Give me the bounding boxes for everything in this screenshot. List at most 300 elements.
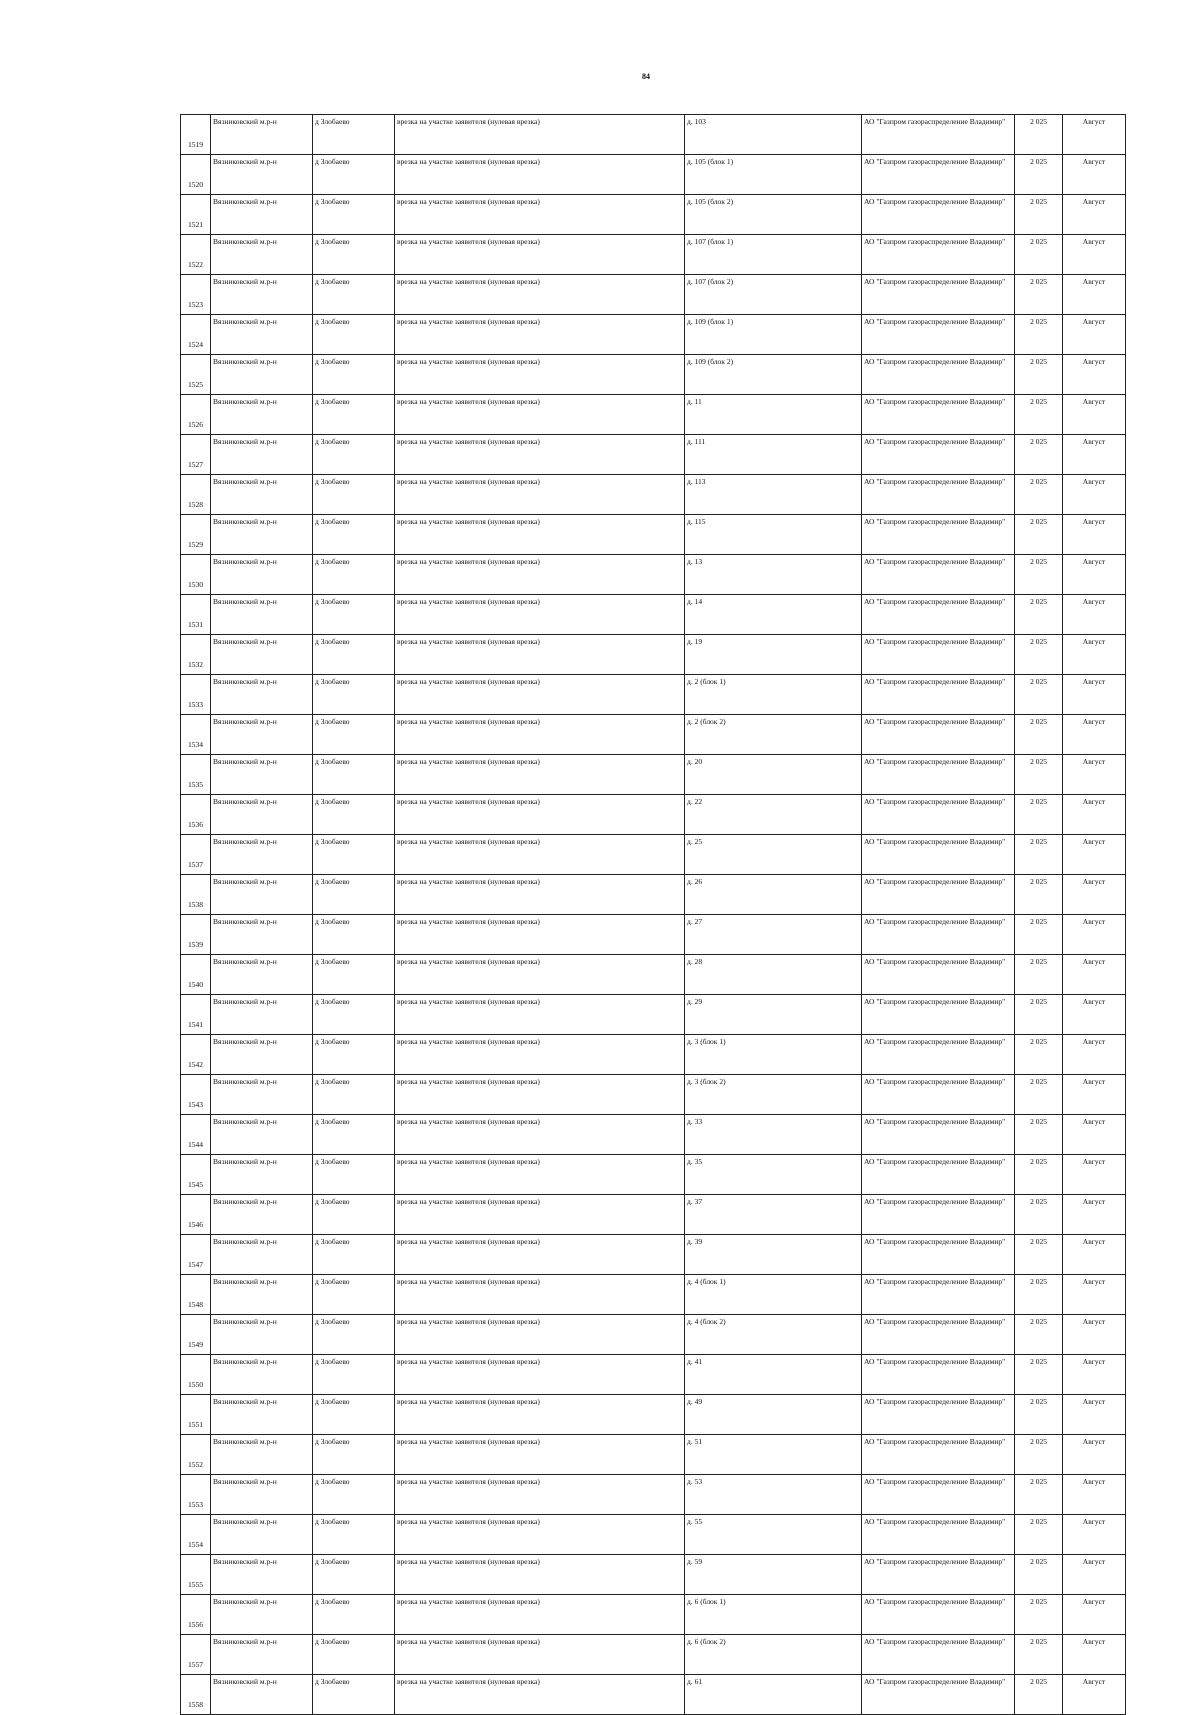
locality-cell: д Злобаево xyxy=(313,1635,395,1675)
month-cell: Август xyxy=(1063,515,1126,555)
district-cell: Вязниковский м.р-н xyxy=(211,1275,313,1315)
district-cell: Вязниковский м.р-н xyxy=(211,715,313,755)
address-cell: д. 111 xyxy=(685,435,862,475)
district-cell: Вязниковский м.р-н xyxy=(211,1515,313,1555)
district-cell: Вязниковский м.р-н xyxy=(211,955,313,995)
table-row xyxy=(181,355,1126,395)
row-number: 1526 xyxy=(181,395,211,435)
row-number: 1543 xyxy=(181,1075,211,1115)
address-cell: д. 59 xyxy=(685,1555,862,1595)
address-cell: д. 39 xyxy=(685,1235,862,1275)
organization-cell: АО "Газпром газораспределение Владимир" xyxy=(862,275,1015,315)
table-row xyxy=(181,435,1126,475)
locality-cell: д Злобаево xyxy=(313,1555,395,1595)
year-cell: 2 025 xyxy=(1015,435,1063,475)
row-number: 1534 xyxy=(181,715,211,755)
locality-cell: д Злобаево xyxy=(313,795,395,835)
year-cell: 2 025 xyxy=(1015,1275,1063,1315)
organization-cell: АО "Газпром газораспределение Владимир" xyxy=(862,1235,1015,1275)
table-row xyxy=(181,1475,1126,1515)
organization-cell: АО "Газпром газораспределение Владимир" xyxy=(862,995,1015,1035)
table-row xyxy=(181,395,1126,435)
table-row xyxy=(181,155,1126,195)
district-cell: Вязниковский м.р-н xyxy=(211,1235,313,1275)
table-row xyxy=(181,715,1126,755)
month-cell: Август xyxy=(1063,795,1126,835)
organization-cell: АО "Газпром газораспределение Владимир" xyxy=(862,715,1015,755)
district-cell: Вязниковский м.р-н xyxy=(211,1395,313,1435)
month-cell: Август xyxy=(1063,475,1126,515)
month-cell: Август xyxy=(1063,675,1126,715)
table-row xyxy=(181,1155,1126,1195)
table-row xyxy=(181,1555,1126,1595)
table-row xyxy=(181,1075,1126,1115)
month-cell: Август xyxy=(1063,1675,1126,1715)
table-row xyxy=(181,755,1126,795)
district-cell: Вязниковский м.р-н xyxy=(211,315,313,355)
work-type-cell: врезка на участке заявителя (нулевая врезка) xyxy=(395,555,685,595)
district-cell: Вязниковский м.р-н xyxy=(211,1075,313,1115)
organization-cell: АО "Газпром газораспределение Владимир" xyxy=(862,235,1015,275)
work-type-cell: врезка на участке заявителя (нулевая врезка) xyxy=(395,1475,685,1515)
table-row xyxy=(181,795,1126,835)
year-cell: 2 025 xyxy=(1015,315,1063,355)
address-cell: д. 4 (блок 2) xyxy=(685,1315,862,1355)
row-number: 1538 xyxy=(181,875,211,915)
address-cell: д. 103 xyxy=(685,115,862,155)
work-type-cell: врезка на участке заявителя (нулевая врезка) xyxy=(395,1235,685,1275)
locality-cell: д Злобаево xyxy=(313,1115,395,1155)
month-cell: Август xyxy=(1063,315,1126,355)
month-cell: Август xyxy=(1063,1035,1126,1075)
locality-cell: д Злобаево xyxy=(313,995,395,1035)
work-type-cell: врезка на участке заявителя (нулевая врезка) xyxy=(395,515,685,555)
address-cell: д. 6 (блок 1) xyxy=(685,1595,862,1635)
locality-cell: д Злобаево xyxy=(313,715,395,755)
organization-cell: АО "Газпром газораспределение Владимир" xyxy=(862,555,1015,595)
district-cell: Вязниковский м.р-н xyxy=(211,1155,313,1195)
district-cell: Вязниковский м.р-н xyxy=(211,395,313,435)
month-cell: Август xyxy=(1063,635,1126,675)
table-row xyxy=(181,475,1126,515)
month-cell: Август xyxy=(1063,1475,1126,1515)
year-cell: 2 025 xyxy=(1015,1635,1063,1675)
work-type-cell: врезка на участке заявителя (нулевая врезка) xyxy=(395,235,685,275)
organization-cell: АО "Газпром газораспределение Владимир" xyxy=(862,1595,1015,1635)
locality-cell: д Злобаево xyxy=(313,235,395,275)
locality-cell: д Злобаево xyxy=(313,1355,395,1395)
work-type-cell: врезка на участке заявителя (нулевая врезка) xyxy=(395,275,685,315)
year-cell: 2 025 xyxy=(1015,955,1063,995)
locality-cell: д Злобаево xyxy=(313,435,395,475)
month-cell: Август xyxy=(1063,1075,1126,1115)
month-cell: Август xyxy=(1063,995,1126,1035)
organization-cell: АО "Газпром газораспределение Владимир" xyxy=(862,1475,1015,1515)
work-type-cell: врезка на участке заявителя (нулевая врезка) xyxy=(395,1035,685,1075)
district-cell: Вязниковский м.р-н xyxy=(211,195,313,235)
row-number: 1523 xyxy=(181,275,211,315)
organization-cell: АО "Газпром газораспределение Владимир" xyxy=(862,1555,1015,1595)
year-cell: 2 025 xyxy=(1015,1395,1063,1435)
locality-cell: д Злобаево xyxy=(313,515,395,555)
year-cell: 2 025 xyxy=(1015,275,1063,315)
address-cell: д. 3 (блок 1) xyxy=(685,1035,862,1075)
month-cell: Август xyxy=(1063,1595,1126,1635)
district-cell: Вязниковский м.р-н xyxy=(211,1475,313,1515)
month-cell: Август xyxy=(1063,555,1126,595)
table-row xyxy=(181,1275,1126,1315)
locality-cell: д Злобаево xyxy=(313,1675,395,1715)
works-table xyxy=(180,114,1126,1715)
month-cell: Август xyxy=(1063,195,1126,235)
locality-cell: д Злобаево xyxy=(313,1155,395,1195)
year-cell: 2 025 xyxy=(1015,675,1063,715)
table-row xyxy=(181,515,1126,555)
month-cell: Август xyxy=(1063,1635,1126,1675)
organization-cell: АО "Газпром газораспределение Владимир" xyxy=(862,1395,1015,1435)
row-number: 1540 xyxy=(181,955,211,995)
work-type-cell: врезка на участке заявителя (нулевая врезка) xyxy=(395,1595,685,1635)
row-number: 1531 xyxy=(181,595,211,635)
row-number: 1556 xyxy=(181,1595,211,1635)
table-row xyxy=(181,315,1126,355)
month-cell: Август xyxy=(1063,435,1126,475)
work-type-cell: врезка на участке заявителя (нулевая врезка) xyxy=(395,1395,685,1435)
month-cell: Август xyxy=(1063,1555,1126,1595)
row-number: 1537 xyxy=(181,835,211,875)
organization-cell: АО "Газпром газораспределение Владимир" xyxy=(862,1115,1015,1155)
address-cell: д. 26 xyxy=(685,875,862,915)
organization-cell: АО "Газпром газораспределение Владимир" xyxy=(862,595,1015,635)
row-number: 1536 xyxy=(181,795,211,835)
district-cell: Вязниковский м.р-н xyxy=(211,1355,313,1395)
year-cell: 2 025 xyxy=(1015,1355,1063,1395)
address-cell: д. 6 (блок 2) xyxy=(685,1635,862,1675)
table-row xyxy=(181,955,1126,995)
locality-cell: д Злобаево xyxy=(313,275,395,315)
month-cell: Август xyxy=(1063,875,1126,915)
row-number: 1548 xyxy=(181,1275,211,1315)
address-cell: д. 19 xyxy=(685,635,862,675)
year-cell: 2 025 xyxy=(1015,395,1063,435)
year-cell: 2 025 xyxy=(1015,195,1063,235)
locality-cell: д Злобаево xyxy=(313,555,395,595)
year-cell: 2 025 xyxy=(1015,1315,1063,1355)
year-cell: 2 025 xyxy=(1015,835,1063,875)
locality-cell: д Злобаево xyxy=(313,1075,395,1115)
address-cell: д. 113 xyxy=(685,475,862,515)
year-cell: 2 025 xyxy=(1015,1675,1063,1715)
year-cell: 2 025 xyxy=(1015,635,1063,675)
district-cell: Вязниковский м.р-н xyxy=(211,1435,313,1475)
organization-cell: АО "Газпром газораспределение Владимир" xyxy=(862,955,1015,995)
work-type-cell: врезка на участке заявителя (нулевая врезка) xyxy=(395,1115,685,1155)
row-number: 1527 xyxy=(181,435,211,475)
row-number: 1545 xyxy=(181,1155,211,1195)
work-type-cell: врезка на участке заявителя (нулевая врезка) xyxy=(395,675,685,715)
address-cell: д. 35 xyxy=(685,1155,862,1195)
table-row xyxy=(181,1395,1126,1435)
district-cell: Вязниковский м.р-н xyxy=(211,755,313,795)
year-cell: 2 025 xyxy=(1015,875,1063,915)
work-type-cell: врезка на участке заявителя (нулевая врезка) xyxy=(395,995,685,1035)
address-cell: д. 109 (блок 2) xyxy=(685,355,862,395)
address-cell: д. 49 xyxy=(685,1395,862,1435)
organization-cell: АО "Газпром газораспределение Владимир" xyxy=(862,115,1015,155)
month-cell: Август xyxy=(1063,1275,1126,1315)
work-type-cell: врезка на участке заявителя (нулевая врезка) xyxy=(395,795,685,835)
district-cell: Вязниковский м.р-н xyxy=(211,275,313,315)
table-row xyxy=(181,675,1126,715)
organization-cell: АО "Газпром газораспределение Владимир" xyxy=(862,1355,1015,1395)
locality-cell: д Злобаево xyxy=(313,1035,395,1075)
work-type-cell: врезка на участке заявителя (нулевая врезка) xyxy=(395,955,685,995)
year-cell: 2 025 xyxy=(1015,995,1063,1035)
year-cell: 2 025 xyxy=(1015,515,1063,555)
row-number: 1547 xyxy=(181,1235,211,1275)
address-cell: д. 33 xyxy=(685,1115,862,1155)
organization-cell: АО "Газпром газораспределение Владимир" xyxy=(862,1675,1015,1715)
month-cell: Август xyxy=(1063,355,1126,395)
locality-cell: д Злобаево xyxy=(313,1475,395,1515)
address-cell: д. 2 (блок 2) xyxy=(685,715,862,755)
year-cell: 2 025 xyxy=(1015,715,1063,755)
address-cell: д. 41 xyxy=(685,1355,862,1395)
month-cell: Август xyxy=(1063,155,1126,195)
row-number: 1552 xyxy=(181,1435,211,1475)
address-cell: д. 115 xyxy=(685,515,862,555)
table-row xyxy=(181,915,1126,955)
locality-cell: д Злобаево xyxy=(313,395,395,435)
address-cell: д. 13 xyxy=(685,555,862,595)
month-cell: Август xyxy=(1063,1395,1126,1435)
row-number: 1524 xyxy=(181,315,211,355)
organization-cell: АО "Газпром газораспределение Владимир" xyxy=(862,835,1015,875)
row-number: 1539 xyxy=(181,915,211,955)
month-cell: Август xyxy=(1063,1235,1126,1275)
address-cell: д. 107 (блок 1) xyxy=(685,235,862,275)
row-number: 1542 xyxy=(181,1035,211,1075)
month-cell: Август xyxy=(1063,1515,1126,1555)
locality-cell: д Злобаево xyxy=(313,475,395,515)
row-number: 1546 xyxy=(181,1195,211,1235)
table-row xyxy=(181,1595,1126,1635)
work-type-cell: врезка на участке заявителя (нулевая врезка) xyxy=(395,195,685,235)
locality-cell: д Злобаево xyxy=(313,195,395,235)
year-cell: 2 025 xyxy=(1015,795,1063,835)
work-type-cell: врезка на участке заявителя (нулевая врезка) xyxy=(395,355,685,395)
row-number: 1558 xyxy=(181,1675,211,1715)
work-type-cell: врезка на участке заявителя (нулевая врезка) xyxy=(395,475,685,515)
year-cell: 2 025 xyxy=(1015,1155,1063,1195)
page-number: 84 xyxy=(642,72,650,81)
district-cell: Вязниковский м.р-н xyxy=(211,1195,313,1235)
address-cell: д. 27 xyxy=(685,915,862,955)
address-cell: д. 25 xyxy=(685,835,862,875)
address-cell: д. 14 xyxy=(685,595,862,635)
table-row xyxy=(181,1635,1126,1675)
organization-cell: АО "Газпром газораспределение Владимир" xyxy=(862,475,1015,515)
organization-cell: АО "Газпром газораспределение Владимир" xyxy=(862,1635,1015,1675)
organization-cell: АО "Газпром газораспределение Владимир" xyxy=(862,1435,1015,1475)
row-number: 1520 xyxy=(181,155,211,195)
month-cell: Август xyxy=(1063,1355,1126,1395)
address-cell: д. 53 xyxy=(685,1475,862,1515)
row-number: 1521 xyxy=(181,195,211,235)
year-cell: 2 025 xyxy=(1015,555,1063,595)
locality-cell: д Злобаево xyxy=(313,635,395,675)
organization-cell: АО "Газпром газораспределение Владимир" xyxy=(862,1195,1015,1235)
district-cell: Вязниковский м.р-н xyxy=(211,155,313,195)
address-cell: д. 61 xyxy=(685,1675,862,1715)
organization-cell: АО "Газпром газораспределение Владимир" xyxy=(862,1155,1015,1195)
organization-cell: АО "Газпром газораспределение Владимир" xyxy=(862,315,1015,355)
row-number: 1535 xyxy=(181,755,211,795)
work-type-cell: врезка на участке заявителя (нулевая врезка) xyxy=(395,1195,685,1235)
district-cell: Вязниковский м.р-н xyxy=(211,115,313,155)
district-cell: Вязниковский м.р-н xyxy=(211,435,313,475)
organization-cell: АО "Газпром газораспределение Владимир" xyxy=(862,515,1015,555)
organization-cell: АО "Газпром газораспределение Владимир" xyxy=(862,635,1015,675)
row-number: 1554 xyxy=(181,1515,211,1555)
address-cell: д. 20 xyxy=(685,755,862,795)
address-cell: д. 29 xyxy=(685,995,862,1035)
year-cell: 2 025 xyxy=(1015,155,1063,195)
row-number: 1551 xyxy=(181,1395,211,1435)
month-cell: Август xyxy=(1063,1435,1126,1475)
year-cell: 2 025 xyxy=(1015,1555,1063,1595)
district-cell: Вязниковский м.р-н xyxy=(211,1035,313,1075)
row-number: 1541 xyxy=(181,995,211,1035)
organization-cell: АО "Газпром газораспределение Владимир" xyxy=(862,1075,1015,1115)
work-type-cell: врезка на участке заявителя (нулевая врезка) xyxy=(395,635,685,675)
address-cell: д. 109 (блок 1) xyxy=(685,315,862,355)
address-cell: д. 105 (блок 2) xyxy=(685,195,862,235)
district-cell: Вязниковский м.р-н xyxy=(211,795,313,835)
row-number: 1553 xyxy=(181,1475,211,1515)
organization-cell: АО "Газпром газораспределение Владимир" xyxy=(862,1515,1015,1555)
year-cell: 2 025 xyxy=(1015,1435,1063,1475)
year-cell: 2 025 xyxy=(1015,595,1063,635)
work-type-cell: врезка на участке заявителя (нулевая врезка) xyxy=(395,835,685,875)
locality-cell: д Злобаево xyxy=(313,755,395,795)
organization-cell: АО "Газпром газораспределение Владимир" xyxy=(862,795,1015,835)
table-row xyxy=(181,875,1126,915)
month-cell: Август xyxy=(1063,1195,1126,1235)
table-row xyxy=(181,235,1126,275)
district-cell: Вязниковский м.р-н xyxy=(211,995,313,1035)
work-type-cell: врезка на участке заявителя (нулевая врезка) xyxy=(395,1275,685,1315)
organization-cell: АО "Газпром газораспределение Владимир" xyxy=(862,395,1015,435)
locality-cell: д Злобаево xyxy=(313,1435,395,1475)
address-cell: д. 37 xyxy=(685,1195,862,1235)
address-cell: д. 11 xyxy=(685,395,862,435)
work-type-cell: врезка на участке заявителя (нулевая врезка) xyxy=(395,1155,685,1195)
locality-cell: д Злобаево xyxy=(313,355,395,395)
table-row xyxy=(181,1115,1126,1155)
year-cell: 2 025 xyxy=(1015,1475,1063,1515)
year-cell: 2 025 xyxy=(1015,915,1063,955)
table-row xyxy=(181,1355,1126,1395)
table-row xyxy=(181,1195,1126,1235)
district-cell: Вязниковский м.р-н xyxy=(211,475,313,515)
work-type-cell: врезка на участке заявителя (нулевая врезка) xyxy=(395,435,685,475)
organization-cell: АО "Газпром газораспределение Владимир" xyxy=(862,915,1015,955)
locality-cell: д Злобаево xyxy=(313,115,395,155)
district-cell: Вязниковский м.р-н xyxy=(211,875,313,915)
address-cell: д. 4 (блок 1) xyxy=(685,1275,862,1315)
address-cell: д. 22 xyxy=(685,795,862,835)
row-number: 1533 xyxy=(181,675,211,715)
district-cell: Вязниковский м.р-н xyxy=(211,675,313,715)
organization-cell: АО "Газпром газораспределение Владимир" xyxy=(862,1035,1015,1075)
month-cell: Август xyxy=(1063,1155,1126,1195)
locality-cell: д Злобаево xyxy=(313,315,395,355)
district-cell: Вязниковский м.р-н xyxy=(211,1115,313,1155)
table-row xyxy=(181,195,1126,235)
locality-cell: д Злобаево xyxy=(313,595,395,635)
month-cell: Август xyxy=(1063,755,1126,795)
district-cell: Вязниковский м.р-н xyxy=(211,595,313,635)
organization-cell: АО "Газпром газораспределение Владимир" xyxy=(862,1315,1015,1355)
district-cell: Вязниковский м.р-н xyxy=(211,635,313,675)
table-row xyxy=(181,1035,1126,1075)
row-number: 1530 xyxy=(181,555,211,595)
organization-cell: АО "Газпром газораспределение Владимир" xyxy=(862,435,1015,475)
locality-cell: д Злобаево xyxy=(313,1235,395,1275)
work-type-cell: врезка на участке заявителя (нулевая врезка) xyxy=(395,875,685,915)
table-row xyxy=(181,555,1126,595)
month-cell: Август xyxy=(1063,115,1126,155)
work-type-cell: врезка на участке заявителя (нулевая врезка) xyxy=(395,395,685,435)
table-row xyxy=(181,835,1126,875)
year-cell: 2 025 xyxy=(1015,1235,1063,1275)
work-type-cell: врезка на участке заявителя (нулевая врезка) xyxy=(395,1435,685,1475)
organization-cell: АО "Газпром газораспределение Владимир" xyxy=(862,155,1015,195)
row-number: 1532 xyxy=(181,635,211,675)
year-cell: 2 025 xyxy=(1015,115,1063,155)
month-cell: Август xyxy=(1063,835,1126,875)
month-cell: Август xyxy=(1063,715,1126,755)
row-number: 1557 xyxy=(181,1635,211,1675)
month-cell: Август xyxy=(1063,955,1126,995)
locality-cell: д Злобаево xyxy=(313,1595,395,1635)
locality-cell: д Злобаево xyxy=(313,1395,395,1435)
row-number: 1550 xyxy=(181,1355,211,1395)
district-cell: Вязниковский м.р-н xyxy=(211,1675,313,1715)
year-cell: 2 025 xyxy=(1015,1115,1063,1155)
address-cell: д. 105 (блок 1) xyxy=(685,155,862,195)
work-type-cell: врезка на участке заявителя (нулевая врезка) xyxy=(395,915,685,955)
year-cell: 2 025 xyxy=(1015,1035,1063,1075)
work-type-cell: врезка на участке заявителя (нулевая врезка) xyxy=(395,1315,685,1355)
locality-cell: д Злобаево xyxy=(313,915,395,955)
district-cell: Вязниковский м.р-н xyxy=(211,235,313,275)
locality-cell: д Злобаево xyxy=(313,955,395,995)
year-cell: 2 025 xyxy=(1015,755,1063,795)
work-type-cell: врезка на участке заявителя (нулевая врезка) xyxy=(395,755,685,795)
table-row xyxy=(181,115,1126,155)
organization-cell: АО "Газпром газораспределение Владимир" xyxy=(862,1275,1015,1315)
work-type-cell: врезка на участке заявителя (нулевая врезка) xyxy=(395,715,685,755)
work-type-cell: врезка на участке заявителя (нулевая врезка) xyxy=(395,1355,685,1395)
row-number: 1544 xyxy=(181,1115,211,1155)
locality-cell: д Злобаево xyxy=(313,875,395,915)
locality-cell: д Злобаево xyxy=(313,155,395,195)
month-cell: Август xyxy=(1063,595,1126,635)
table-row xyxy=(181,595,1126,635)
address-cell: д. 55 xyxy=(685,1515,862,1555)
